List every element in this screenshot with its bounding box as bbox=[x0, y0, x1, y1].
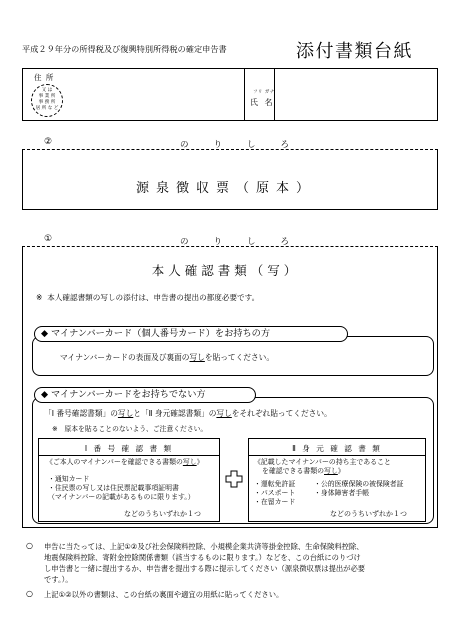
section2-title: 源泉徴収票（原本） bbox=[135, 181, 316, 196]
address-name-divider bbox=[244, 68, 245, 121]
address-circle-line: 事 業 所 bbox=[38, 94, 56, 99]
footer-note-line: し申告書と一緒に提出するか、申告書を提出する際に提示してください（源泉徴収票は提出が必要 bbox=[44, 564, 366, 573]
footer-note-line: です。）。 bbox=[44, 575, 73, 584]
identity-verification-desc: 《記載したマイナンバーの持ち主であること bbox=[254, 458, 391, 466]
address-name-box bbox=[22, 68, 438, 121]
address-circle-line: 事 務 所 bbox=[38, 100, 56, 105]
number-verification-divider bbox=[38, 455, 220, 456]
list-item: ・パスポート bbox=[254, 489, 296, 497]
card-holder-instruction: マイナンバーカードの表面及び裏面の写しを貼ってください。 bbox=[60, 353, 275, 362]
identity-verification-divider bbox=[248, 455, 426, 456]
identity-verification-title: Ⅱ 身 元 確 認 書 類 bbox=[292, 444, 382, 453]
name-label: 氏 名 bbox=[250, 98, 275, 107]
section2-number: ② bbox=[44, 137, 53, 147]
footer-bullet: ○ bbox=[26, 589, 33, 598]
section2-nori-label: のりしろ bbox=[180, 140, 315, 150]
list-item: ・身体障害者手帳 bbox=[314, 489, 370, 497]
furigana-label: フリ ガナ bbox=[253, 90, 275, 95]
plus-icon bbox=[225, 470, 243, 488]
section1-title: 本人確認書類（写） bbox=[151, 263, 301, 278]
card-holder-heading: ◆ マイナンバーカード（個人番号カード）をお持ちの方 bbox=[34, 326, 348, 342]
list-item: ・通知カード bbox=[48, 475, 90, 483]
identity-verification-footnote: などのうちいずれか１つ bbox=[330, 510, 407, 518]
number-verification-footnote: などのうちいずれか１つ bbox=[124, 510, 201, 518]
list-item: （マイナンバーの記載があるものに限ります。） bbox=[48, 493, 195, 501]
list-item: ・運転免許証 bbox=[254, 480, 296, 488]
note-mark: ※ bbox=[36, 293, 43, 302]
section1-number: ① bbox=[44, 234, 53, 244]
section1-note bbox=[36, 292, 259, 303]
document-subtitle: 平成２９年分の所得税及び復興特別所得税の確定申告書 bbox=[22, 44, 227, 54]
no-card-heading: ◆ マイナンバーカードをお持ちでない方 bbox=[34, 387, 256, 403]
number-verification-desc: 《ご本人のマイナンバーを確認できる書類の写し》 bbox=[46, 458, 204, 466]
footer-note-2: 上記①②以外の書類は、この台紙の裏面や適宜の用紙に貼ってください。 bbox=[44, 590, 284, 599]
address-circle-line: 又 は bbox=[41, 88, 53, 93]
footer-bullet: ○ bbox=[26, 541, 33, 550]
identity-verification-desc: を確認できる書類の写し》 bbox=[262, 467, 345, 475]
document-title: 添付書類台紙 bbox=[296, 41, 413, 62]
address-circle-line: 居 所 な ど bbox=[35, 106, 59, 111]
section1-nori-label: のりしろ bbox=[180, 237, 315, 247]
footer-note-line: 地震保険料控除、寄附金控除関係書類（該当するものに限ります。）などを、この台紙にのりづけ bbox=[44, 553, 361, 562]
list-item: ・住民票の写し又は住民票記載事項証明書 bbox=[48, 484, 179, 492]
address-label: 住 所 bbox=[34, 73, 55, 82]
no-card-note: ※ 原本を貼ることのないよう、ご注意ください。 bbox=[52, 425, 208, 433]
note-text: 本人確認書類の写しの添付は、申告書の提出の都度必要です。 bbox=[47, 293, 260, 302]
no-card-instruction: 「Ⅰ 番号確認書類」の写しと「Ⅱ 身元確認書類」の写しをそれぞれ貼ってください。 bbox=[44, 409, 332, 418]
number-verification-title: Ⅰ 番 号 確 認 書 類 bbox=[84, 444, 174, 453]
footer-note-line: 申告に当たっては、上記①②及び社会保険料控除、小規模企業共済等掛金控除、生命保険料控除、 bbox=[44, 542, 364, 551]
list-item: ・公的医療保険の被保険者証 bbox=[314, 480, 404, 488]
list-item: ・在留カード bbox=[254, 498, 296, 506]
